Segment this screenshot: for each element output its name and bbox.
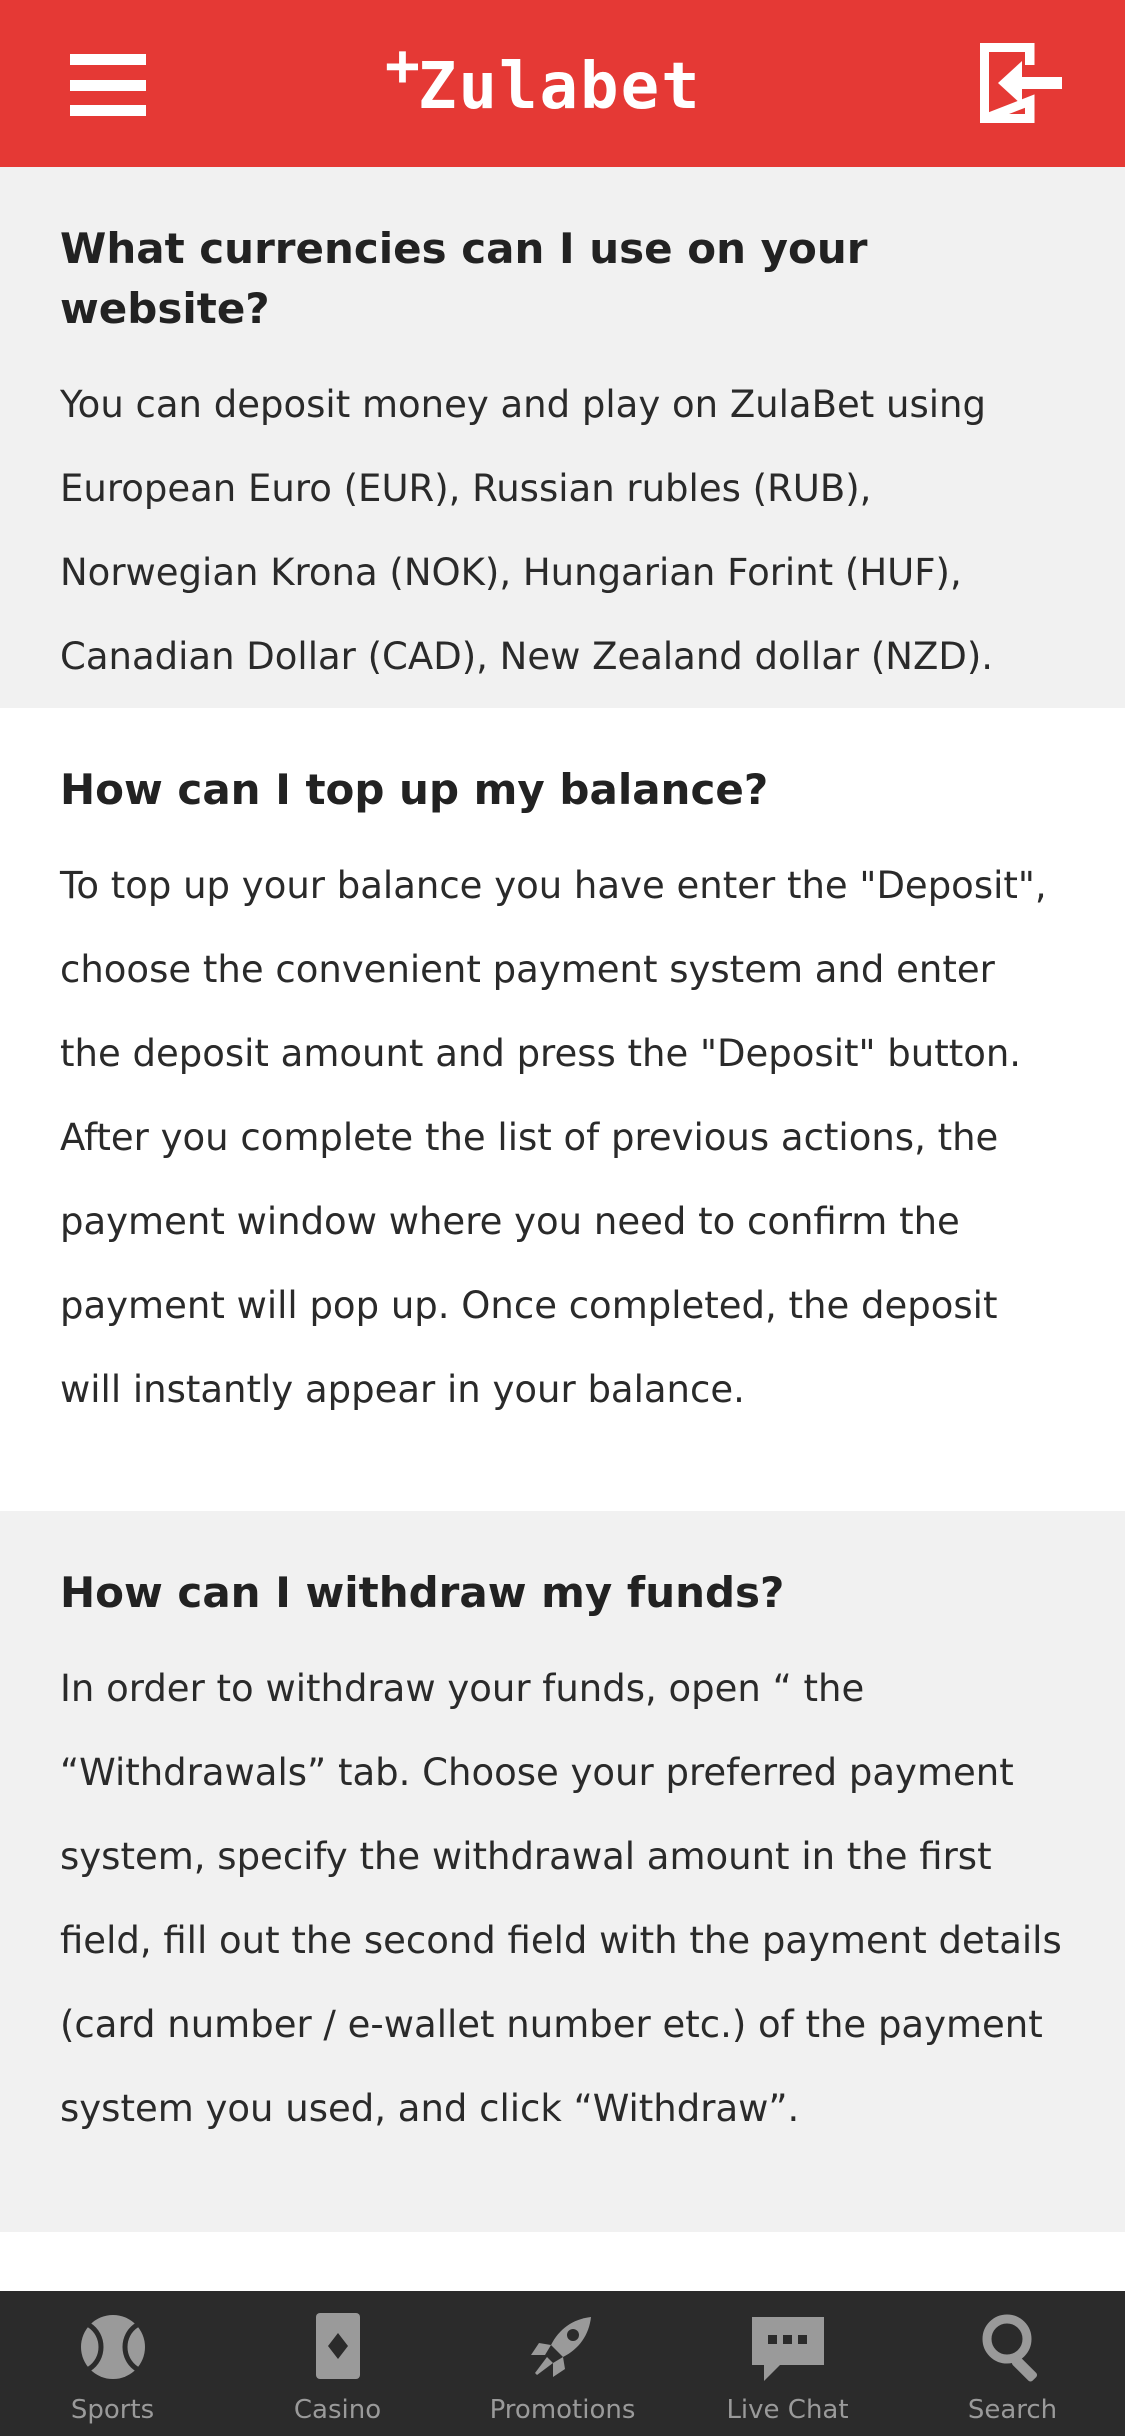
nav-casino[interactable] bbox=[225, 2291, 450, 2436]
faq-question: How can I withdraw my funds? bbox=[60, 1568, 785, 1617]
nav-label: Sports bbox=[70, 2395, 155, 2425]
faq-answer: You can deposit money and play on ZulaBet using European Euro (EUR), Russian rubles (RUB), Norwegian Krona (NOK), Hungarian Forint (HUF), Canadian Dollar (CAD), New Zealand dollar (NZD). bbox=[60, 383, 994, 678]
header bbox=[0, 0, 1125, 167]
faq-answer: In order to withdraw your funds, open “ the “Withdrawals” tab. Choose your preferred payment system, specify the withdrawal amount in the first field, fill out the second field with the payment details (card number / e-wallet number etc.) of the payment system you used, and click “Withdraw”. bbox=[60, 1667, 1062, 2130]
search-icon bbox=[975, 2309, 1051, 2385]
nav-promotions[interactable] bbox=[450, 2291, 675, 2436]
logo-plus: + bbox=[385, 31, 420, 99]
faq-answer: To top up your balance you have enter the "Deposit", choose the convenient payment system and enter the deposit amount and press the "Deposit" button. After you complete the list of previous actions, the payment window where you need to confirm the payment will pop up. Once completed, the deposit will instantly appear in your balance. bbox=[60, 864, 1047, 1411]
faq-question: How can I top up my balance? bbox=[60, 765, 769, 814]
faq-item bbox=[0, 167, 1125, 708]
login-arrow-icon bbox=[978, 43, 1062, 123]
rocket-icon bbox=[525, 2309, 601, 2385]
logo[interactable] bbox=[385, 31, 702, 132]
tennis-ball-icon bbox=[75, 2309, 151, 2385]
logo-text: Zulabet bbox=[417, 50, 702, 124]
bottom-nav bbox=[0, 2291, 1125, 2436]
nav-label: Search bbox=[967, 2395, 1058, 2425]
menu-button[interactable] bbox=[70, 53, 146, 117]
playing-card-icon bbox=[300, 2309, 376, 2385]
nav-label: Casino bbox=[293, 2395, 382, 2425]
faq-item bbox=[0, 1511, 1125, 2232]
faq-item bbox=[0, 708, 1125, 1511]
login-button[interactable] bbox=[978, 43, 1062, 123]
nav-live-chat[interactable] bbox=[675, 2291, 900, 2436]
nav-label: Promotions bbox=[489, 2395, 636, 2425]
nav-search[interactable] bbox=[900, 2291, 1125, 2436]
faq-list bbox=[0, 167, 1125, 2232]
chat-bubble-icon bbox=[750, 2309, 826, 2385]
hamburger-icon bbox=[70, 54, 146, 65]
nav-label: Live Chat bbox=[726, 2395, 849, 2425]
nav-sports[interactable] bbox=[0, 2291, 225, 2436]
faq-question: What currencies can I use on your website? bbox=[60, 224, 868, 333]
